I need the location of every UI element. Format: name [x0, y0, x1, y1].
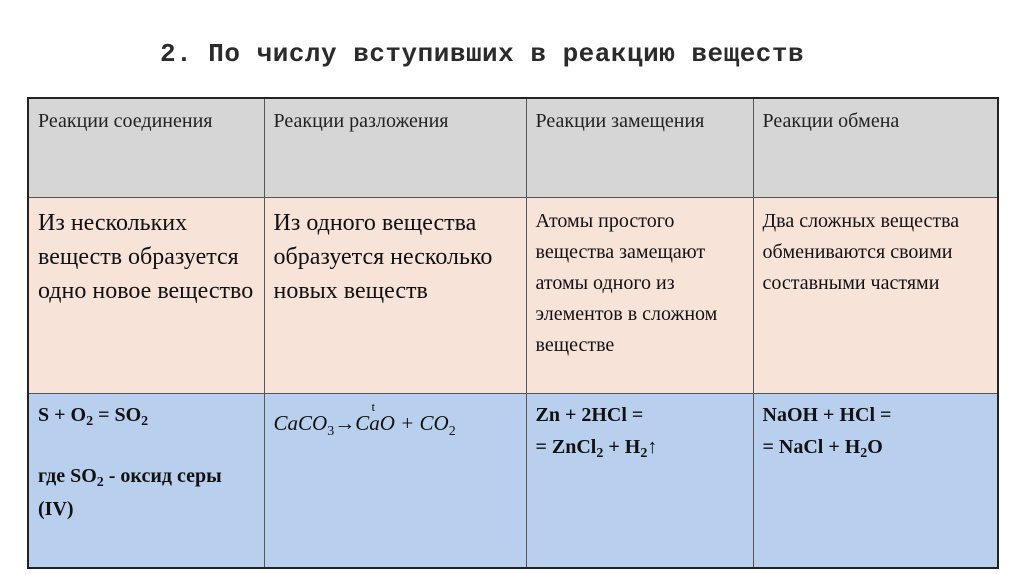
example-combination	[28, 394, 264, 569]
example-decomposition	[264, 394, 526, 569]
example-exchange: NaOH + HCl = = NaCl + $H_2O$	[753, 394, 998, 569]
header-exchange: Реакции обмена	[753, 98, 998, 198]
table-description-row	[28, 198, 998, 394]
example-substitution: Zn + 2HCl = = ZnCl$_2$ + $H_2↑$	[526, 394, 753, 569]
description-exchange: Два сложных вещества обмениваются своими составными частями	[753, 198, 998, 394]
gas-arrow-icon: ↑	[647, 436, 658, 458]
table-example-row	[28, 394, 998, 569]
combination-note: где $SO_2$ - оксид серы (IV)	[38, 465, 222, 520]
temperature-mark: t	[371, 399, 376, 414]
decomposition-equation: t CaCO$_3$→CaO + $CO_2$	[274, 402, 517, 445]
header-combination: Реакции соединения	[28, 98, 264, 198]
table-header-row	[28, 98, 998, 198]
combination-equation: $S + O_2 = SO_2$	[38, 404, 149, 429]
description-substitution: Атомы простого вещества замещают атомы одного из элементов в сложном веществе	[526, 198, 753, 394]
reaction-types-table	[27, 97, 999, 569]
reaction-arrow-icon: →	[334, 411, 356, 435]
header-substitution: Реакции замещения	[526, 98, 753, 198]
header-decomposition: Реакции разложения	[264, 98, 526, 198]
slide-title: 2. По числу вступивших в реакцию веществ	[160, 39, 805, 69]
description-decomposition: Из одного вещества образуется несколько новых веществ	[264, 198, 526, 394]
description-combination: Из нескольких веществ образуется одно новое вещество	[28, 198, 264, 394]
